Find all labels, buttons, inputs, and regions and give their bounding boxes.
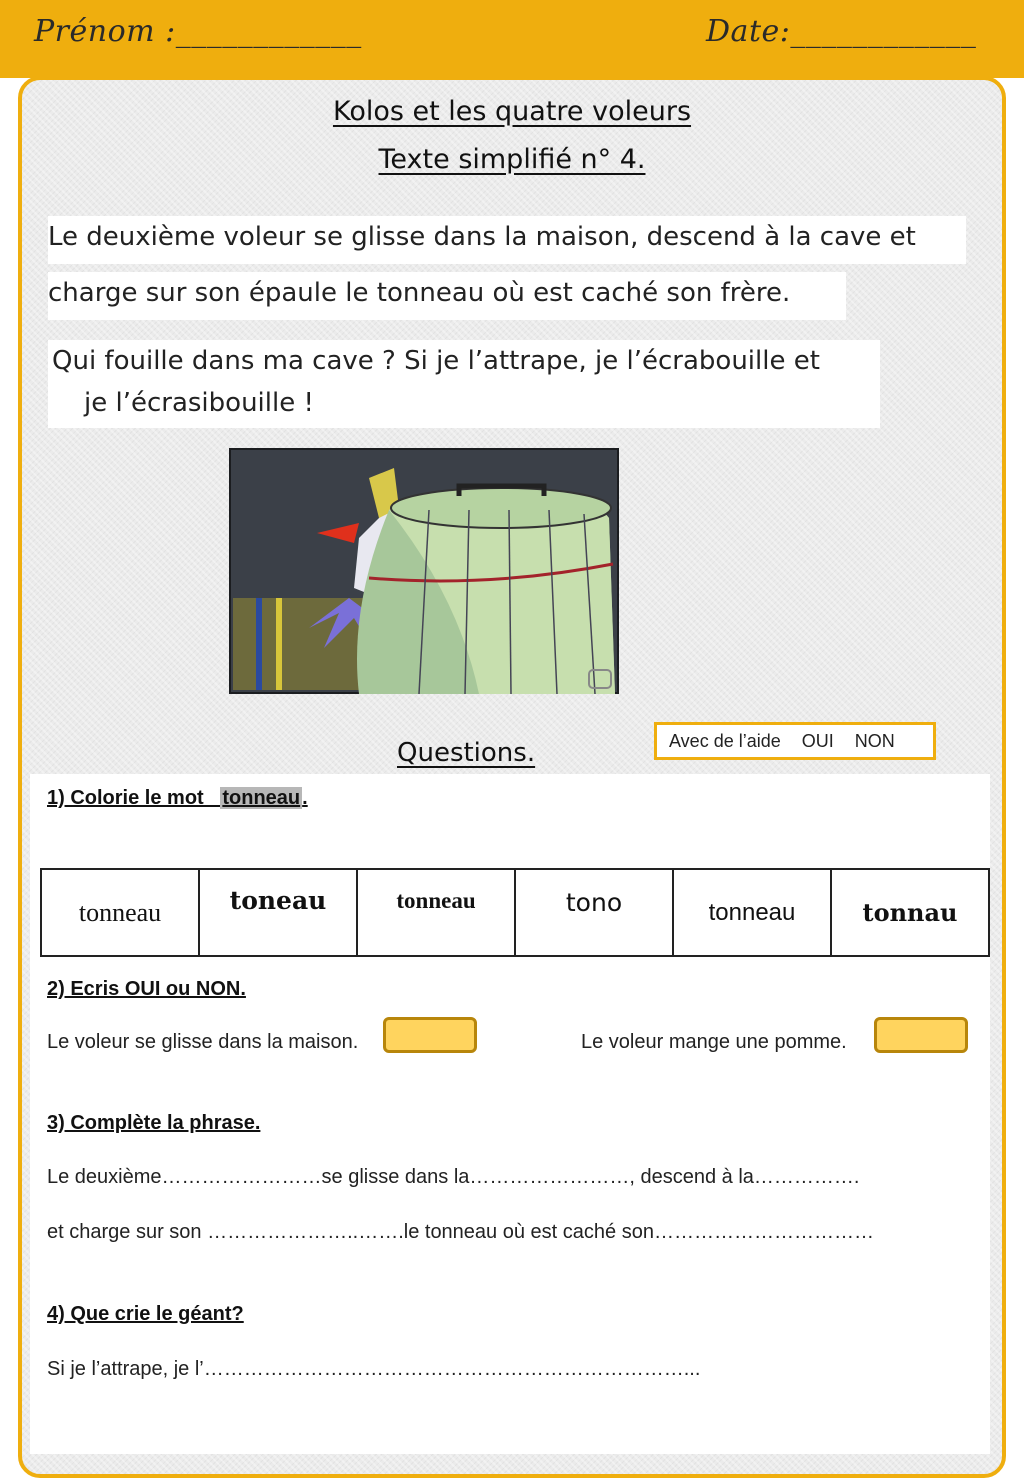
prenom-field[interactable]: Prénom :____________ bbox=[34, 14, 362, 49]
question-2-heading: 2) Ecris OUI ou NON. bbox=[47, 978, 246, 1000]
fill-in-line-2[interactable]: et charge sur son …………………..…….le tonneau où est caché son…………………………… bbox=[47, 1221, 874, 1243]
word-choice-table bbox=[40, 868, 990, 957]
giant-quote-box bbox=[48, 340, 880, 428]
story-line-1-box bbox=[48, 216, 966, 264]
question-1-target-word: tonneau bbox=[222, 787, 301, 809]
word-cell[interactable]: toneau bbox=[199, 869, 357, 956]
question-1-prefix: 1) Colorie le mot bbox=[47, 787, 221, 809]
fill-in-line-1[interactable]: Le deuxième……………………se glisse dans la……………………, descend à la……………. bbox=[47, 1166, 860, 1188]
question-1-suffix: . bbox=[302, 787, 308, 809]
word-cell[interactable]: tonneau bbox=[673, 869, 831, 956]
story-line-2: charge sur son épaule le tonneau où est caché son frère. bbox=[48, 278, 791, 308]
question-4-heading: 4) Que crie le géant? bbox=[47, 1303, 244, 1325]
word-cell[interactable]: tonneau bbox=[357, 869, 515, 956]
answer-box-2[interactable] bbox=[874, 1017, 968, 1053]
header-bar bbox=[0, 0, 1024, 78]
page-title: Kolos et les quatre voleurs bbox=[332, 96, 692, 127]
answer-box-1[interactable] bbox=[383, 1017, 477, 1053]
barrel-illustration bbox=[229, 448, 619, 694]
help-no-option[interactable]: NON bbox=[854, 731, 895, 751]
question-1-heading bbox=[47, 787, 308, 810]
help-yes-option[interactable]: OUI bbox=[801, 731, 834, 751]
page-subtitle: Texte simplifié n° 4. bbox=[378, 144, 646, 175]
statement-1: Le voleur se glisse dans la maison. bbox=[47, 1031, 359, 1053]
help-label: Avec de l’aide bbox=[669, 731, 781, 751]
question-3-heading: 3) Complète la phrase. bbox=[47, 1112, 261, 1134]
answer-line-4[interactable]: Si je l’attrape, je l’………………………………………………………………... bbox=[47, 1358, 701, 1380]
giant-quote-line-1: Qui fouille dans ma cave ? Si je l’attrape, je l’écrabouille et bbox=[52, 346, 820, 376]
statement-2: Le voleur mange une pomme. bbox=[581, 1031, 847, 1053]
giant-quote-line-2: je l’écrasibouille ! bbox=[84, 388, 314, 418]
story-line-2-box bbox=[48, 272, 846, 320]
word-cell[interactable]: tonneau bbox=[41, 869, 199, 956]
story-line-1: Le deuxième voleur se glisse dans la maison, descend à la cave et bbox=[48, 222, 916, 252]
date-field[interactable]: Date:____________ bbox=[706, 14, 977, 49]
word-cell[interactable]: tonnau bbox=[831, 869, 989, 956]
questions-title: Questions. bbox=[397, 738, 536, 768]
help-indicator bbox=[654, 722, 936, 760]
word-cell[interactable]: tono bbox=[515, 869, 673, 956]
